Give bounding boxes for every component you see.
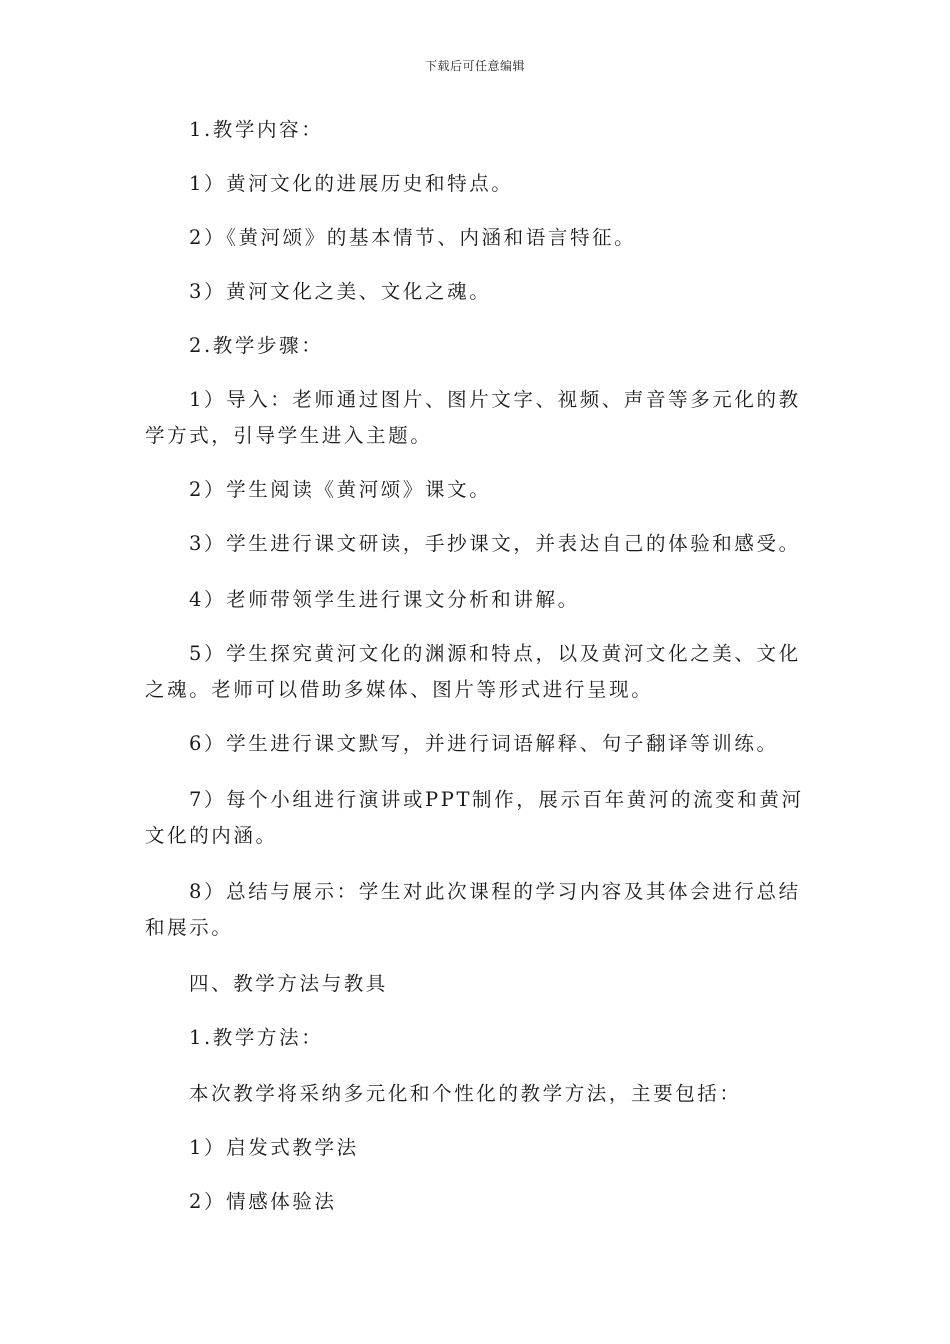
paragraph: 7）每个小组进行演讲或PPT制作，展示百年黄河的流变和黄河文化的内涵。 bbox=[145, 788, 804, 847]
paragraph: 2）《黄河颂》的基本情节、内涵和语言特征。 bbox=[189, 226, 637, 249]
section-heading: 四、教学方法与教具 bbox=[189, 972, 388, 995]
paragraph: 6）学生进行课文默写，并进行词语解释、句子翻译等训练。 bbox=[189, 732, 779, 755]
paragraph: 1.教学方法： bbox=[189, 1026, 324, 1049]
paragraph: 3）学生进行课文研读，手抄课文，并表达自己的体验和感受。 bbox=[189, 532, 801, 555]
paragraph: 3）黄河文化之美、文化之魂。 bbox=[189, 280, 492, 303]
paragraph: 2.教学步骤： bbox=[189, 334, 324, 357]
paragraph: 2）情感体验法 bbox=[189, 1190, 337, 1213]
paragraph: 2）学生阅读《黄河颂》课文。 bbox=[189, 478, 492, 501]
paragraph: 1）导入：老师通过图片、图片文字、视频、声音等多元化的教学方式，引导学生进入主题。 bbox=[145, 388, 801, 447]
paragraph: 4）老师带领学生进行课文分析和讲解。 bbox=[189, 588, 580, 611]
paragraph: 5）学生探究黄河文化的渊源和特点，以及黄河文化之美、文化之魂。老师可以借助多媒体、图片等形式进行呈现。 bbox=[145, 642, 801, 701]
paragraph: 1）黄河文化的进展历史和特点。 bbox=[189, 172, 514, 195]
paragraph: 8）总结与展示：学生对此次课程的学习内容及其体会进行总结和展示。 bbox=[145, 880, 801, 939]
page-header: 下载后可任意编辑 bbox=[424, 59, 525, 73]
paragraph: 本次教学将采纳多元化和个性化的教学方法，主要包括： bbox=[189, 1082, 742, 1105]
paragraph: 1）启发式教学法 bbox=[189, 1136, 359, 1159]
paragraph: 1.教学内容： bbox=[189, 118, 324, 141]
